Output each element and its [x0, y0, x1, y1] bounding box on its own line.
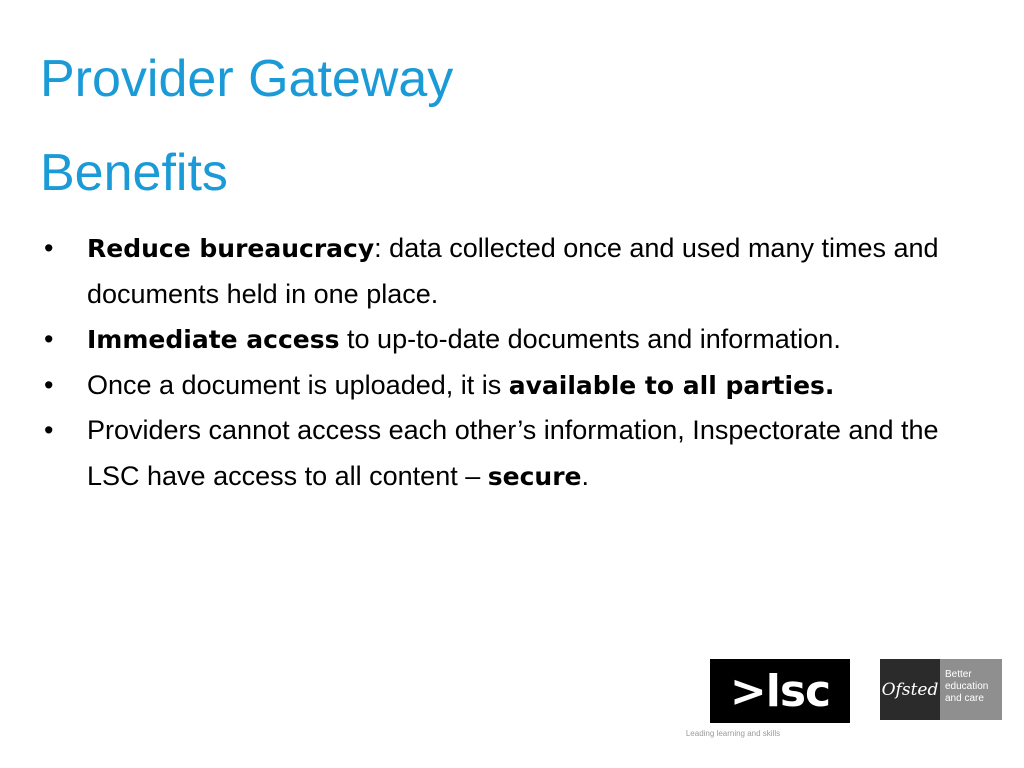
- ofsted-tagline-line-1: Better: [945, 669, 972, 680]
- bullet-text: to up-to-date documents and information.: [339, 324, 841, 354]
- slide-title: [40, 32, 453, 220]
- bullet-marker: •: [44, 233, 54, 263]
- bullet-emphasis: available to all parties.: [508, 370, 835, 400]
- bullet-emphasis: Reduce bureaucracy: [87, 234, 375, 263]
- ofsted-logo-tagline: [940, 659, 1002, 720]
- bullet-text-end: .: [581, 460, 589, 491]
- ofsted-tagline-line-3: and care: [945, 693, 984, 704]
- lsc-logo: [710, 659, 850, 723]
- lsc-tagline: Leading learning and skills: [685, 729, 781, 738]
- bullet-emphasis: Immediate access: [87, 325, 340, 354]
- bullet-marker: •: [44, 369, 54, 400]
- bullet-item-available-to-all: [44, 363, 944, 409]
- lsc-logo-text: >lsc: [729, 665, 831, 717]
- bullet-text: Providers cannot access each other’s information, Inspectorate and the LSC have access to all content –: [87, 415, 939, 491]
- bullet-item-immediate-access: [44, 317, 944, 363]
- bullet-emphasis: secure: [487, 461, 582, 491]
- ofsted-logo: [880, 659, 1002, 720]
- bullet-item-secure: [44, 408, 944, 499]
- ofsted-tagline-line-2: education: [945, 681, 989, 692]
- ofsted-logo-mark: Ofsted: [880, 659, 940, 720]
- bullet-text: Once a document is uploaded, it is: [87, 369, 509, 400]
- bullet-list: [44, 226, 944, 499]
- bullet-marker: •: [44, 324, 54, 354]
- title-line-1: Provider Gateway: [40, 50, 454, 108]
- bullet-marker: •: [44, 415, 54, 445]
- bullet-text: : data collected once and used many times and documents held in one place.: [87, 233, 939, 309]
- bullet-item-reduce-bureaucracy: [44, 226, 944, 317]
- title-line-2: Benefits: [40, 144, 228, 202]
